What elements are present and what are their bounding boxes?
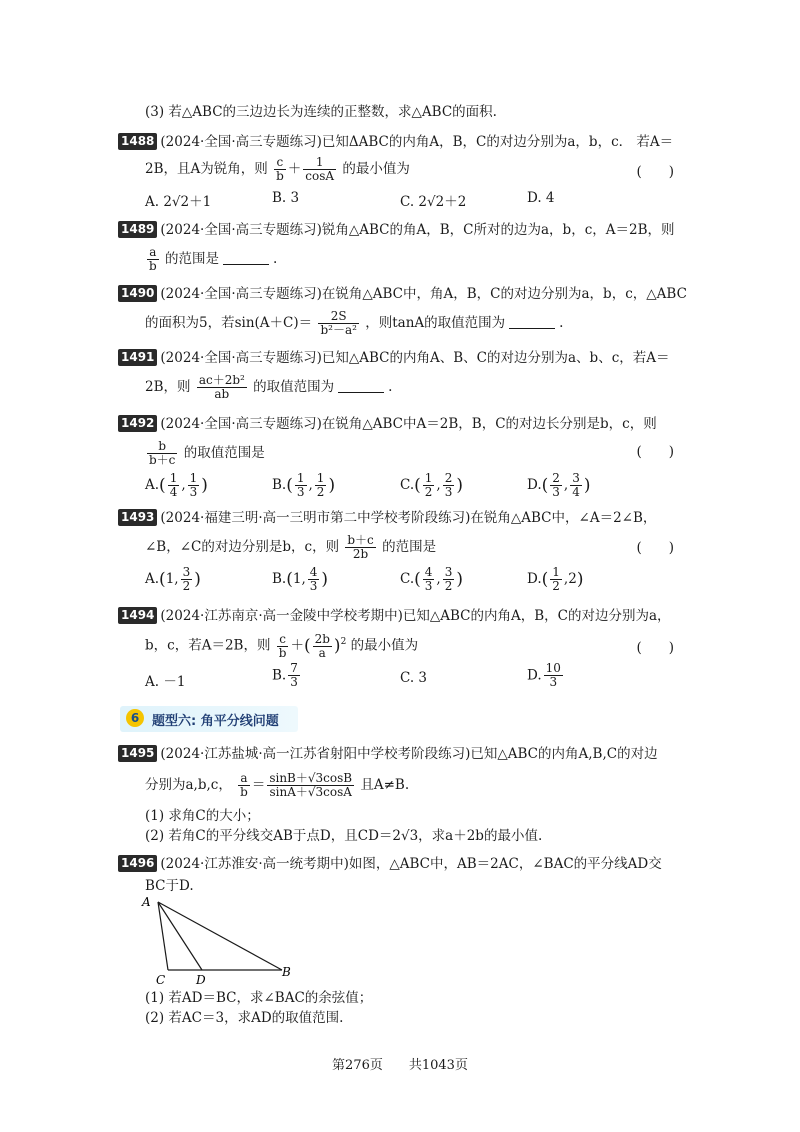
text: 分别为a,b,c， [145,777,232,793]
question-1492-line [118,414,657,434]
text: ，则tanA的取值范围为 [365,315,506,331]
text: 的最小值为 [350,637,419,654]
text: (2024·全国·高三专题练习)在锐角△ABC中，角A，B，C的对边分别为a，b，c，△ABC [160,286,687,302]
option-b: B.( $\frac{1}{3}$ , $\frac{1}{2}$ ) [272,471,336,499]
question-number-badge: 1492 [118,415,157,432]
text: 的取值范围是 [183,445,265,461]
question-number-badge: 1493 [118,509,157,526]
question-1491-line2: 2B，则 $\frac{\text{ac＋2b²}}{ab}$ 的取值范围为 . [145,373,393,401]
option-c: C.( $\frac{1}{2}$ , $\frac{2}{3}$ ) [400,471,463,499]
vertex-label-d: D [196,973,206,987]
fraction: $\frac{c}{b}$ [276,155,284,183]
answer-paren: ( ) [636,444,674,460]
text-line: (2) 若AC＝3，求AD的取值范围. [145,1010,344,1026]
text-line: (1) 求角C的大小； [145,808,260,824]
answer-paren: ( ) [636,540,674,556]
text: (2024·江苏南京·高一金陵中学校考期中)已知△ABC的内角A，B，C的对边分别为a， [160,608,671,624]
question-number-badge: 1489 [118,221,157,238]
question-1495-line [118,744,658,764]
question-1489-line [118,220,675,240]
text: (2024·全国·高三专题练习)已知△ABC的内角A、B、C的对边分别为a、b、c，若A＝ [160,350,670,366]
fraction: $\frac{1}{\cos A}$ [305,155,335,183]
option-d: D.( $\frac{2}{3}$ , $\frac{3}{4}$ ) [527,471,591,499]
question-number-badge: 1488 [118,133,157,150]
question-number-badge: 1496 [118,855,157,872]
fraction: $\frac{a}{b}$ [149,245,157,273]
question-1493-line [118,508,656,528]
text: (2024·江苏淮安·高一统考期中)如图，△ABC中，AB＝2AC，∠BAC的平分线AD交 [160,856,662,872]
fraction: $\frac{c}{b}$ [278,631,287,660]
option-a: A. －1 [145,674,186,690]
option-c: C. 2√2＋2 [400,194,467,210]
option-c: C.( $\frac{4}{3}$ , $\frac{3}{2}$ ) [400,565,463,593]
question-1493-line2 [145,534,436,561]
question-1496-line [118,854,662,874]
section-number-icon: 6 [126,709,144,727]
bisector-ad [158,902,202,970]
option-d: D. 4 [527,190,555,206]
question-1490-line2: 的面积为5，若sin(A＋C)＝ $\frac{2S}{\text{b²－a²}}$ ，则tanA的取值范围为 . [145,309,564,337]
text: 的范围是 [382,539,437,555]
vertex-label-b: B [282,965,291,979]
text: (2024·全国·高三专题练习)已知ΔABC的内角A，B，C的对边分别为a，b，c． 若A＝ [160,134,674,150]
question-1492-line2 [145,440,265,467]
answer-blank [223,264,269,265]
section-title: 题型六: 角平分线问题 [152,714,279,729]
fraction: $\frac{2b}{a}$ [314,631,330,660]
page-footer: 第276页 共1043页 [332,1058,468,1073]
question-1494-line2: b，c，若A＝2B，则 $\frac{c}{b}$ ＋( $\frac{2b}{a}$ )$^2$ 的最小值为 [145,631,419,660]
text: 2B，则 [145,379,191,395]
text: (2024·全国·高三专题练习)在锐角△ABC中A＝2B，B，C的对边长分别是b，c，则 [160,416,657,432]
option-b: B. 3 [272,190,300,206]
vertex-label-a: A [142,895,151,909]
side-ab [158,902,282,970]
text: 且A≠B. [360,777,410,793]
answer-paren: ( ) [636,640,674,656]
text-line: BC于D. [145,878,194,894]
question-number-badge: 1495 [118,745,157,762]
fraction: $\frac{\sin B+√3\cos B}{\sin A+√3\cos A}$ [269,771,353,799]
option-d: D.( $\frac{1}{2}$ ,2) [527,565,584,593]
answer-paren: ( ) [636,164,674,180]
text: 的取值范围为 [253,379,335,395]
text-line: (1) 若AD＝BC，求∠BAC的余弦值； [145,990,373,1006]
question-1489-line2: $\frac{a}{b}$ 的范围是 . [149,245,278,273]
question-1495-line2: 分别为a,b,c， $\frac{a}{b}$ ＝ $\frac{\sin B+√3\cos B}{\sin A+√3\cos A}$ 且A≠B. [145,771,410,799]
text: (2024·江苏盐城·高一江苏省射阳中学校考阶段练习)已知△ABC的内角A,B,C的对边 [160,746,658,762]
option-d: D. $\frac{10}{3}$ [527,661,561,689]
text: 的面积为5，若sin(A＋C)＝ [145,315,313,331]
text-line: (3) 若△ABC的三边边长为连续的正整数，求△ABC的面积. [145,104,497,120]
option-b: B. $\frac{7}{3}$ [272,661,298,689]
option-c: C. 3 [400,670,428,686]
option-a: A.( $\frac{1}{4}$ , $\frac{1}{3}$ ) [145,471,208,499]
question-number-badge: 1490 [118,285,157,302]
fraction: $\frac{b}{b+c}$ [149,439,176,467]
option-a: A.(1, $\frac{3}{2}$ ) [145,565,201,593]
question-1490-line [118,284,687,304]
vertex-label-c: C [156,973,166,987]
text: 的范围是 [164,251,219,267]
answer-blank [338,392,384,393]
question-number-badge: 1491 [118,349,157,366]
section-header [120,706,298,732]
text: (2024·全国·高三专题练习)锐角△ABC的角A，B，C所对的边为a，b，c，A＝2B，则 [160,222,675,238]
question-1488-line [118,132,673,152]
question-number-badge: 1494 [118,607,157,624]
text-line: (2) 若角C的平分线交AB于点D，且CD＝2√3，求a＋2b的最小值. [145,828,543,844]
question-1488-line2: 2B，且A为锐角，则 $\frac{c}{b}$ ＋ $\frac{1}{\cos A}$ 的最小值为 [145,155,410,183]
text: (2024·福建三明·高一三明市第二中学校考阶段练习)在锐角△ABC中，∠A＝2∠B， [160,510,657,526]
fraction: $\frac{b+c}{2b}$ [347,533,374,561]
text: 2B，且A为锐角，则 [145,161,268,177]
text: 的最小值为 [342,161,410,177]
text: b，c，若A＝2B，则 [145,637,271,654]
fraction: $\frac{a}{b}$ [240,771,248,799]
question-1491-line [118,348,670,368]
triangle-figure [140,892,300,988]
text: ∠B，∠C的对边分别是b，c，则 [145,539,340,555]
fraction: $\frac{2S}{\text{b²－a²}}$ [320,309,357,337]
option-a: A. 2√2＋1 [145,194,212,210]
question-1494-line [118,606,671,626]
fraction: $\frac{\text{ac＋2b²}}{ab}$ [198,373,245,401]
side-ac [158,902,168,970]
option-b: B.(1, $\frac{4}{3}$ ) [272,565,329,593]
answer-blank [509,328,555,329]
